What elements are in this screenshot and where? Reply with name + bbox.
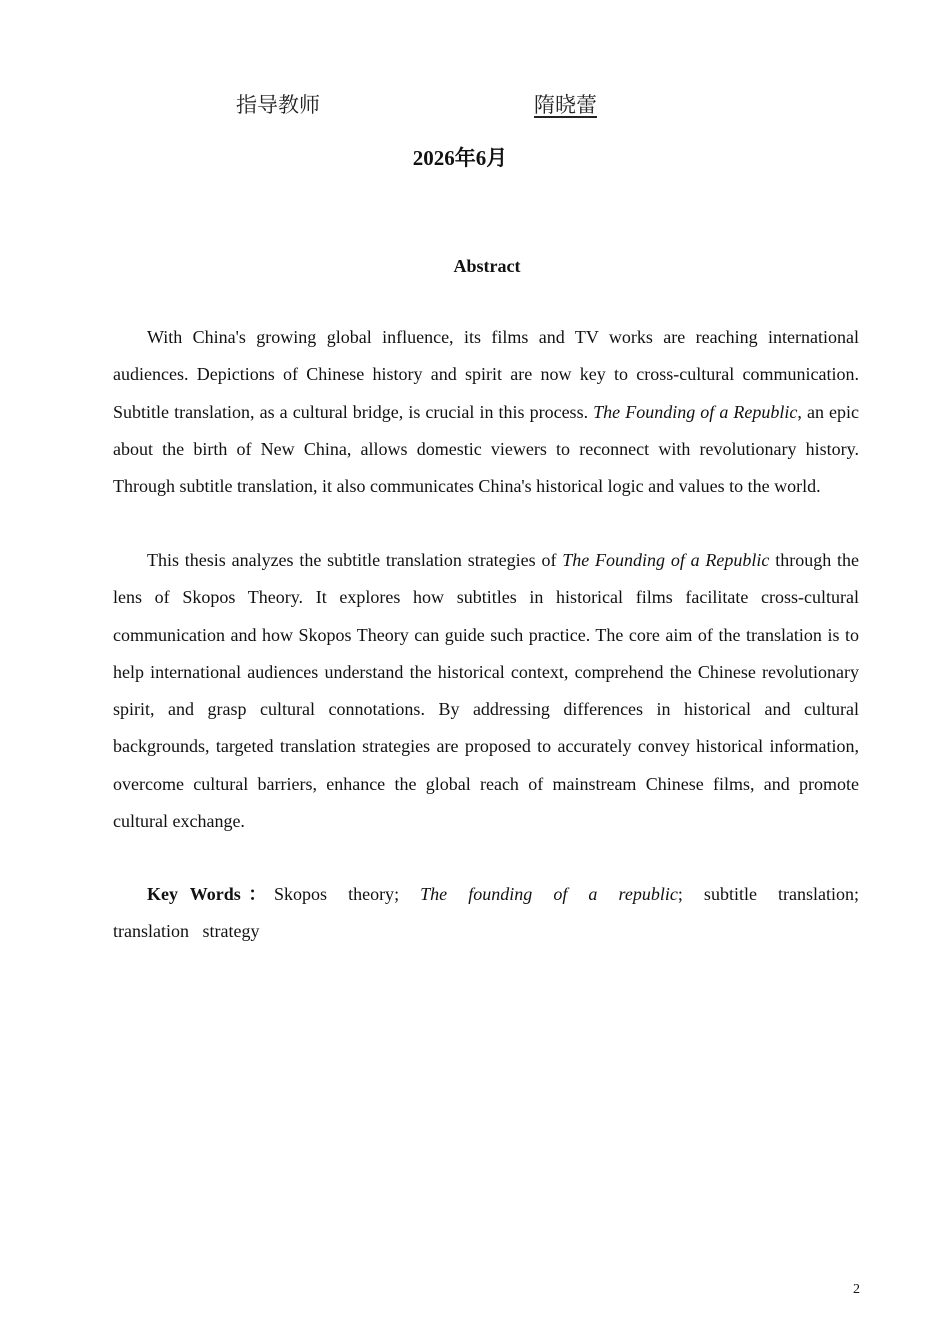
keyword-1: Skopos theory: [273, 884, 395, 904]
advisor-name: 隋晓蕾: [534, 93, 597, 117]
paragraph-2-text-b: through the lens of Skopos Theory. It explores how subtitles in historical films facilitate cross-cultural communication and how Skopos Theory can guide such practice. The core aim of the translation is to help international audiences understand the historical context, comprehend the Chinese revolutionary spirit, and grasp cultural connotations. By addressing differences in historical and cultural backgrounds, targeted translation strategies are proposed to accurately convey historical information, overcome cultural barriers, enhance the global reach of mainstream Chinese films, and promote cultural exchange.: [113, 550, 859, 832]
keywords-label: Key Words: [147, 884, 241, 904]
keywords-rest: ; subtitle translation; translation strategy: [113, 884, 860, 941]
paragraph-2-film-title: The Founding of a Republic: [562, 550, 770, 570]
keyword-separator: ;: [394, 884, 421, 904]
abstract-paragraph-2: [113, 542, 859, 840]
keyword-2: The founding of a republic: [420, 884, 678, 904]
paragraph-1-film-title: The Founding of a Republic: [593, 401, 798, 422]
keywords-colon: ：: [240, 884, 274, 905]
paragraph-2-text-a: This thesis analyzes the subtitle translation strategies of: [147, 550, 563, 570]
date-month-char: 月: [486, 146, 508, 170]
date-year: 2026: [412, 146, 455, 170]
page-number: 2: [853, 1282, 860, 1297]
keywords-line: [113, 876, 859, 949]
abstract-heading: Abstract: [453, 256, 521, 276]
paragraph-1-text-b: , an epic about the birth of New China, allows domestic viewers to reconnect with revolutionary history. Through subtitle translation, it also communicates China's historical logic and values to the world.: [113, 401, 859, 497]
advisor-label: 指导教师: [236, 93, 320, 117]
paragraph-1-text-a: With China's growing global influence, its films and TV works are reaching international audiences. Depictions of Chinese history and spirit are now key to cross-cultural communication. Subtitle translation, as a cultural bridge, is crucial in this process.: [113, 327, 859, 422]
date-month: 6: [475, 146, 487, 170]
submission-date: [0, 143, 920, 173]
date-year-char: 年: [454, 146, 476, 170]
abstract-paragraph-1: [113, 319, 859, 505]
